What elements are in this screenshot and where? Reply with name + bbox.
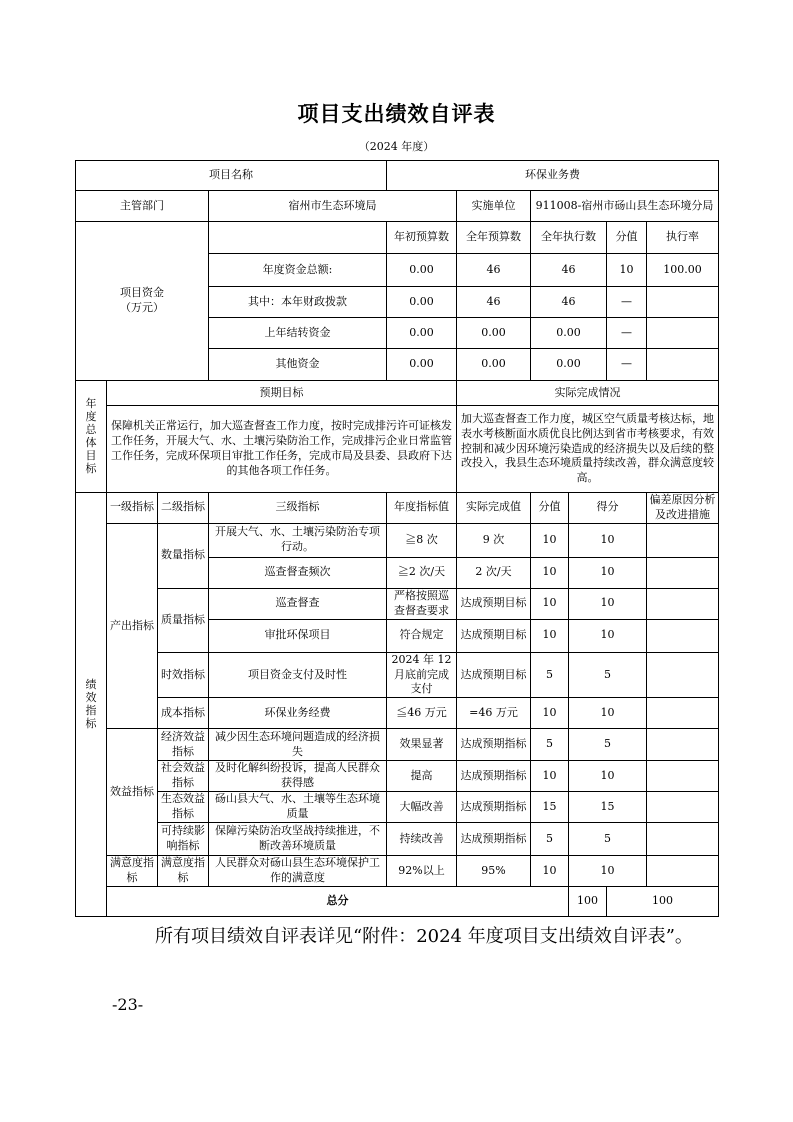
level1-output: 产出指标 [107, 523, 158, 729]
indicator-header-l3: 三级指标 [209, 493, 387, 524]
indicator-actual: 达成预期指标 [457, 729, 531, 761]
goals-actual-header: 实际完成情况 [457, 381, 719, 406]
indicator-l3: 环保业务经费 [209, 698, 387, 729]
indicator-target: ≦46 万元 [387, 698, 457, 729]
indicator-row [76, 698, 719, 729]
indicator-note [647, 823, 719, 856]
funds-row-score-value: — [607, 349, 647, 381]
funds-row-rate [647, 318, 719, 349]
funds-row-annual: 46 [457, 254, 531, 287]
indicator-score-value: 5 [531, 652, 569, 698]
indicator-row [76, 523, 719, 557]
indicator-target: 提高 [387, 761, 457, 792]
indicator-score: 5 [569, 729, 647, 761]
level2-cost: 成本指标 [158, 698, 209, 729]
funds-row-initial: 0.00 [387, 318, 457, 349]
funds-row-annual: 0.00 [457, 349, 531, 381]
indicator-score: 5 [569, 823, 647, 856]
level1-satisfaction: 满意度指标 [107, 856, 158, 887]
indicator-l3: 减少因生态环境问题造成的经济损失 [209, 729, 387, 761]
indicator-actual: =46 万元 [457, 698, 531, 729]
funds-row-label: 其他资金 [209, 349, 387, 381]
funds-row-initial: 0.00 [387, 287, 457, 318]
indicator-row [76, 823, 719, 856]
funds-row-executed: 0.00 [531, 318, 607, 349]
level2-sustainable: 可持续影响指标 [158, 823, 209, 856]
indicator-score: 5 [569, 652, 647, 698]
indicator-header-score: 得分 [569, 493, 647, 524]
funds-header-initial: 年初预算数 [387, 222, 457, 254]
impl-label: 实施单位 [457, 191, 531, 222]
indicator-target: ≧8 次 [387, 523, 457, 557]
indicator-target: 持续改善 [387, 823, 457, 856]
funds-header-score-value: 分值 [607, 222, 647, 254]
funds-label-line2: （万元） [120, 301, 164, 314]
indicator-note [647, 761, 719, 792]
project-name-label: 项目名称 [76, 161, 387, 191]
indicator-score-value: 10 [531, 557, 569, 588]
indicator-score-value: 10 [531, 523, 569, 557]
indicator-row [76, 729, 719, 761]
project-name-value: 环保业务费 [387, 161, 719, 191]
goals-expected-text: 保障机关正常运行，加大巡查督查工作力度，按时完成排污许可证核发工作任务，开展大气、水、土壤污染防治工作，完成排污企业日常监管工作任务，完成环保项目审批工作任务，完成市局及县委、县政府下达的其他各项工作任务。 [107, 406, 457, 493]
indicator-note [647, 619, 719, 652]
goals-expected-header: 预期目标 [107, 381, 457, 406]
indicator-l3: 巡查督查 [209, 588, 387, 619]
funds-row-initial: 0.00 [387, 349, 457, 381]
indicator-l3: 人民群众对砀山县生态环境保护工作的满意度 [209, 856, 387, 887]
indicator-target: 效果显著 [387, 729, 457, 761]
indicator-score-value: 5 [531, 729, 569, 761]
level2-timeliness: 时效指标 [158, 652, 209, 698]
indicator-score: 15 [569, 792, 647, 823]
indicator-score-value: 10 [531, 698, 569, 729]
indicator-actual: 达成预期目标 [457, 619, 531, 652]
page-subtitle: （2024 年度） [358, 140, 435, 153]
funds-row-initial: 0.00 [387, 254, 457, 287]
indicator-l3: 及时化解纠纷投诉，提高人民群众获得感 [209, 761, 387, 792]
indicator-note [647, 698, 719, 729]
funds-label-line1: 项目资金 [120, 286, 164, 300]
indicator-target: 严格按照巡查督查要求 [387, 588, 457, 619]
indicator-l3: 审批环保项目 [209, 619, 387, 652]
funds-row-annual: 46 [457, 287, 531, 318]
impl-value: 911008-宿州市砀山县生态环境分局 [531, 191, 719, 222]
indicator-row [76, 792, 719, 823]
funds-row-rate [647, 287, 719, 318]
indicator-target: 2024 年 12 月底前完成支付 [387, 652, 457, 698]
indicator-header-note: 偏差原因分析及改进措施 [647, 493, 719, 524]
indicator-score-value: 10 [531, 588, 569, 619]
funds-row-label: 其中：本年财政拨款 [209, 287, 387, 318]
performance-table [75, 160, 719, 917]
funds-row-label: 年度资金总额: [209, 254, 387, 287]
page-title: 项目支出绩效自评表 [297, 101, 496, 126]
indicator-header-target: 年度指标值 [387, 493, 457, 524]
indicator-target: 92%以上 [387, 856, 457, 887]
indicator-note [647, 523, 719, 557]
dept-label: 主管部门 [76, 191, 209, 222]
indicator-actual: 2 次/天 [457, 557, 531, 588]
indicator-actual: 达成预期指标 [457, 823, 531, 856]
funds-row-score-value: 10 [607, 254, 647, 287]
indicator-note [647, 652, 719, 698]
funds-label [76, 222, 209, 381]
funds-header-rate: 执行率 [647, 222, 719, 254]
indicator-score-value: 15 [531, 792, 569, 823]
funds-row-score-value: — [607, 318, 647, 349]
funds-header-annual: 全年预算数 [457, 222, 531, 254]
total-value: 100 [569, 887, 607, 917]
goals-side-label: 年度总体目标 [76, 381, 107, 493]
indicator-l3: 巡查督查频次 [209, 557, 387, 588]
department-row [76, 191, 719, 222]
indicator-note [647, 729, 719, 761]
indicator-score-value: 10 [531, 761, 569, 792]
indicator-score: 10 [569, 761, 647, 792]
funds-header-row [76, 222, 719, 254]
indicator-header-score-value: 分值 [531, 493, 569, 524]
level2-quality: 质量指标 [158, 588, 209, 652]
indicator-header-actual: 实际完成值 [457, 493, 531, 524]
indicator-score-value: 5 [531, 823, 569, 856]
level1-benefit: 效益指标 [107, 729, 158, 856]
indicator-actual: 95% [457, 856, 531, 887]
indicator-actual: 达成预期指标 [457, 761, 531, 792]
indicator-l3: 保障污染防治攻坚战持续推进，不断改善环境质量 [209, 823, 387, 856]
funds-row-score-value: — [607, 287, 647, 318]
dept-value: 宿州市生态环境局 [209, 191, 457, 222]
indicator-score-value: 10 [531, 619, 569, 652]
indicator-score: 10 [569, 698, 647, 729]
level2-ecological: 生态效益指标 [158, 792, 209, 823]
body-paragraph: 所有项目绩效自评表详见“附件：2024 年度项目支出绩效自评表”。 [155, 926, 693, 947]
indicator-score: 10 [569, 588, 647, 619]
total-label: 总分 [107, 887, 569, 917]
indicator-row [76, 761, 719, 792]
indicator-score: 10 [569, 619, 647, 652]
indicator-target: 符合规定 [387, 619, 457, 652]
indicator-actual: 达成预期指标 [457, 792, 531, 823]
level2-satisfaction: 满意度指标 [158, 856, 209, 887]
funds-row-rate: 100.00 [647, 254, 719, 287]
level2-economic: 经济效益指标 [158, 729, 209, 761]
goals-content-row [76, 406, 719, 493]
indicator-note [647, 856, 719, 887]
indicator-l3: 项目资金支付及时性 [209, 652, 387, 698]
indicator-header-row [76, 493, 719, 524]
indicator-row [76, 652, 719, 698]
goals-header-row [76, 381, 719, 406]
indicator-header-l1: 一级指标 [107, 493, 158, 524]
indicator-target: ≧2 次/天 [387, 557, 457, 588]
level2-quantity: 数量指标 [158, 523, 209, 588]
funds-row-executed: 46 [531, 254, 607, 287]
indicator-score: 10 [569, 523, 647, 557]
funds-header-empty [209, 222, 387, 254]
project-name-row [76, 161, 719, 191]
indicator-l3: 开展大气、水、土壤污染防治专项行动。 [209, 523, 387, 557]
funds-row-label: 上年结转资金 [209, 318, 387, 349]
total-score: 100 [607, 887, 719, 917]
indicator-score: 10 [569, 557, 647, 588]
funds-row-executed: 0.00 [531, 349, 607, 381]
total-row [76, 887, 719, 917]
indicator-header-l2: 二级指标 [158, 493, 209, 524]
indicator-score: 10 [569, 856, 647, 887]
indicator-target: 大幅改善 [387, 792, 457, 823]
level2-social: 社会效益指标 [158, 761, 209, 792]
indicator-actual: 达成预期目标 [457, 588, 531, 619]
indicator-actual: 9 次 [457, 523, 531, 557]
indicator-row [76, 588, 719, 619]
indicator-row [76, 856, 719, 887]
page-number: -23- [112, 995, 144, 1014]
indicator-note [647, 588, 719, 619]
funds-row-rate [647, 349, 719, 381]
indicator-score-value: 10 [531, 856, 569, 887]
indicators-side-label: 绩效指标 [76, 493, 107, 917]
indicator-note [647, 792, 719, 823]
indicator-actual: 达成预期目标 [457, 652, 531, 698]
funds-header-executed: 全年执行数 [531, 222, 607, 254]
funds-row-executed: 46 [531, 287, 607, 318]
funds-row-annual: 0.00 [457, 318, 531, 349]
indicator-note [647, 557, 719, 588]
indicator-l3: 砀山县大气、水、土壤等生态环境质量 [209, 792, 387, 823]
goals-actual-text: 加大巡查督查工作力度，城区空气质量考核达标，地表水考核断面水质优良比例达到省市考核要求，有效控制和减少因环境污染造成的经济损失以及后续的整改投入，我县生态环境质量持续改善，群众满意度较高。 [457, 406, 719, 493]
